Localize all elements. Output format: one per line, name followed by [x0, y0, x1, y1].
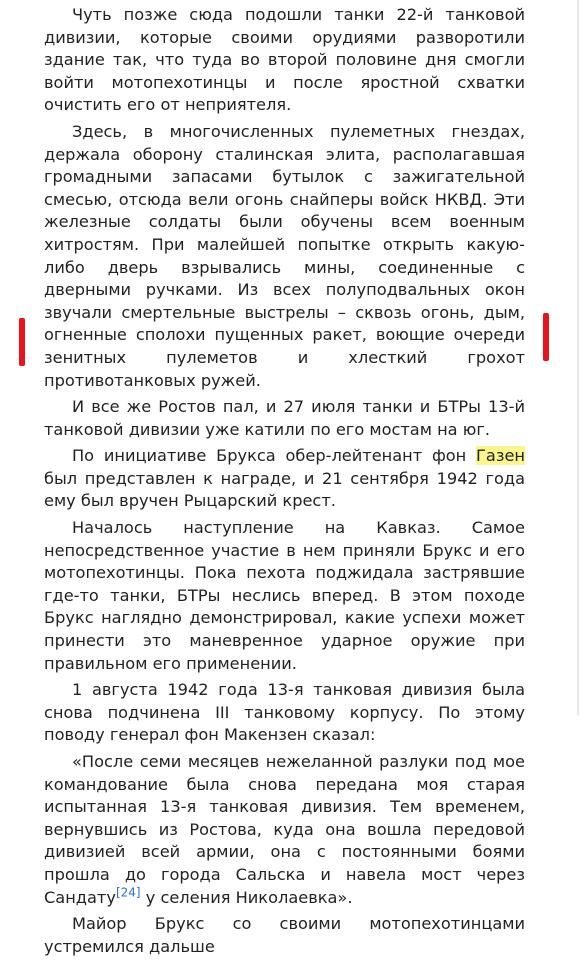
paragraph-6: 1 августа 1942 года 13-я танковая дивизия была снова подчинена III танковому корпусу. По этому поводу генерал фон Макензен сказал:: [44, 680, 525, 745]
paragraph-1: Чуть позже сюда подошли танки 22-й танковой дивизии, которые своими орудиями разворотили здание так, что туда во второй половине дня смогли войти мотопехотинцы и после яростной схватки очистить его от неприятеля.: [44, 5, 525, 115]
bookmark-marker-left: [19, 318, 25, 366]
highlighted-word[interactable]: Газен: [476, 446, 525, 466]
paragraph-3: И все же Ростов пал, и 27 июля танки и БТРы 13-й танковой дивизии уже катили по его мостам на юг.: [44, 397, 525, 439]
paragraph-4-text-start: По инициативе Брукса обер-лейтенант фон: [72, 446, 477, 466]
footnote-link[interactable]: [24]: [115, 885, 141, 900]
text-column: [44, 4, 525, 962]
quote-text: «После семи месяцев нежеланной разлуки под мое командование была снова передана моя старая испытанная 13-я танковая дивизия. Тем временем, вернувшись из Ростова, куда она вошла передовой дивизией всей армии, она с постоянными боями прошла до города Сальска и навела мост через Сандату: [44, 752, 525, 907]
paragraph-4-text-end: был представлен к награде, и 21 сентября 1942 года ему был вручен Рыцарский крест.: [44, 468, 525, 511]
quote-paragraph: [44, 751, 525, 909]
paragraph-5: Началось наступление на Кавказ. Самое непосредственное участие в нем приняли Брукс и его мотопехотинцы. Пока пехота поджидала застрявшие где-то танки, БТРы неслись вперед. В этом походе Брукс наглядно демонстрировал, какие успехи может принести это маневренное ударное оружие при правильном его применении.: [44, 518, 525, 673]
bookmark-marker-right: [543, 313, 549, 361]
paragraph-2: Здесь, в многочисленных пулеметных гнездах, держала оборону сталинская элита, располагавшая громадными запасами бутылок с зажигательной смесью, отсюда вели огонь снайперы войск НКВД. Эти железные солдаты были обучены всем военным хитростям. При малейшей попытке открыть какую-либо дверь взрывались мины, соединенные с дверными ручками. Из всех полуподвальных окон звучали смертельные выстрелы – сквозь огонь, дым, огненные сполохи пущенных ракет, воющие очереди зенитных пулеметов и хлесткий грохот противотанковых ружей.: [44, 121, 525, 390]
paragraph-8: Майор Брукс со своими мотопехотинцами устремился дальше: [44, 914, 525, 956]
quote-text-end: у селения Николаевка».: [140, 887, 353, 907]
paragraph-4-marked: [44, 445, 525, 513]
